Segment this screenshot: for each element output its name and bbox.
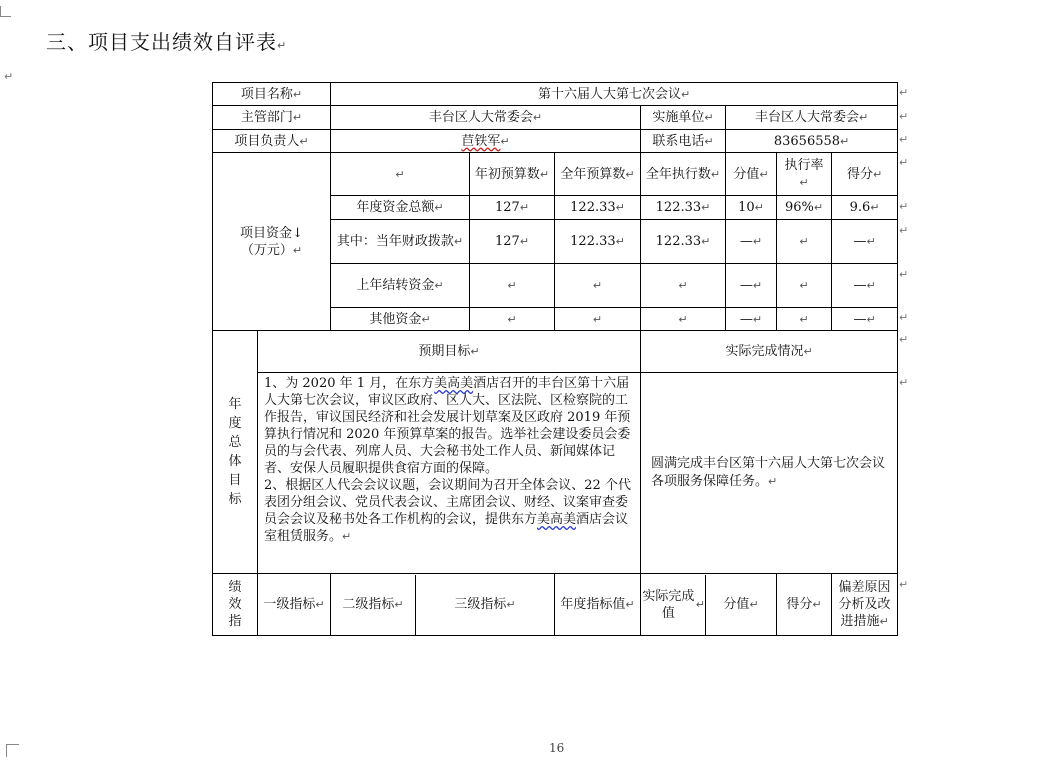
funds-cell: —↵ bbox=[832, 264, 898, 308]
perf-header-level2-3 bbox=[331, 574, 555, 636]
value-dept: 丰台区人大常委会↵ bbox=[331, 106, 641, 130]
funds-cell: —↵ bbox=[832, 308, 898, 331]
funds-cell: —↵ bbox=[726, 220, 777, 264]
perf-header-level3: 三级指标 ↵ bbox=[454, 597, 516, 612]
row-funds-header bbox=[213, 153, 898, 196]
funds-header-score: 得分↵ bbox=[832, 153, 898, 196]
row-goal-content bbox=[213, 373, 898, 574]
label-funds: 项目资金↓ （万元）↵ bbox=[213, 153, 331, 331]
perf-header-score: 得分↵ bbox=[777, 574, 832, 636]
funds-cell: 122.33↵ bbox=[555, 220, 641, 264]
perf-header-level2: 二级指标 ↵ bbox=[331, 575, 416, 635]
label-responsible: 项目负责人↵ bbox=[213, 130, 331, 153]
funds-header-executed: 全年执行数↵ bbox=[641, 153, 726, 196]
row-end-mark: ↵ bbox=[899, 110, 909, 123]
funds-cell: ↵ bbox=[777, 264, 832, 308]
funds-row-label: 年度资金总额↵ bbox=[331, 196, 470, 220]
label-project-name: 项目名称↵ bbox=[213, 83, 331, 106]
funds-cell: ↵ bbox=[555, 308, 641, 331]
row-end-mark: ↵ bbox=[899, 86, 909, 99]
label-perf: 绩效指 bbox=[213, 574, 258, 636]
row-end-mark: ↵ bbox=[899, 311, 909, 324]
row-end-mark: ↵ bbox=[899, 578, 909, 591]
row-responsible bbox=[213, 130, 898, 153]
funds-cell: 122.33↵ bbox=[555, 196, 641, 220]
row-end-mark: ↵ bbox=[899, 376, 909, 389]
self-evaluation-table bbox=[212, 82, 898, 636]
perf-header-actual-value: 实际完成值 ↵ bbox=[641, 575, 706, 635]
page-corner-mark-top bbox=[0, 6, 11, 17]
actual-completion-text: 圆满完成丰台区第十六届人大第七次会议各项服务保障任务。↵ bbox=[641, 373, 898, 574]
funds-cell: 96%↵ bbox=[777, 196, 832, 220]
row-perf-header bbox=[213, 574, 898, 636]
header-actual-completion: 实际完成情况↵ bbox=[641, 331, 898, 373]
funds-row-label: 其中：当年财政拨款↵ bbox=[331, 220, 470, 264]
funds-cell: 10↵ bbox=[726, 196, 777, 220]
expected-goal-text: 1、为 2020 年 1 月，在东方美高美酒店召开的丰台区第十六届人大第七次会议，审议区政府、区人大、区法院、区检察院的工作报告，审议国民经济和社会发展计划草案及区政府 2019 年预算执行情况和 2020 年预算草案的报告。选举社会建设委员会委员的与会代表、列席人员、大会秘书处工作人员、新闻媒体记者、安保人员履职提供食宿方面的保障。 2、根据区人代会会议议题，会议期间为召开全体会议、22 个代表团分组会议、党员代表会议、主席团会议、财经、议案审查委员会会议及秘书处各工作机构的会议，提供东方美高美酒店会议室租赁服务。↵ bbox=[258, 373, 641, 574]
paragraph-mark: ↵ bbox=[4, 70, 14, 83]
row-end-mark: ↵ bbox=[899, 133, 909, 146]
perf-header-annual-target: 年度指标值↵ bbox=[555, 574, 641, 636]
funds-cell: 9.6↵ bbox=[832, 196, 898, 220]
value-impl-unit: 丰台区人大常委会↵ bbox=[726, 106, 898, 130]
page-number: 16 bbox=[549, 741, 565, 755]
row-goal-header bbox=[213, 331, 898, 373]
funds-header-annual: 全年预算数↵ bbox=[555, 153, 641, 196]
label-annual-goal: 年度总体目标 bbox=[213, 331, 258, 574]
funds-cell: ↵ bbox=[470, 308, 555, 331]
section-heading: 三、项目支出绩效自评表↵ bbox=[46, 30, 288, 54]
funds-cell: 127↵ bbox=[470, 196, 555, 220]
funds-header-exec-rate: 执行率↵ bbox=[777, 153, 832, 196]
value-contact-phone: 83656558↵ bbox=[726, 130, 898, 153]
perf-header-level1: 一级指标↵ bbox=[258, 574, 331, 636]
funds-cell: ↵ bbox=[555, 264, 641, 308]
row-end-mark: ↵ bbox=[899, 156, 909, 169]
perf-header-score-value: 分值 ↵ bbox=[723, 597, 759, 612]
row-end-mark: ↵ bbox=[899, 333, 909, 346]
label-dept: 主管部门↵ bbox=[213, 106, 331, 130]
row-end-mark: ↵ bbox=[899, 224, 909, 237]
funds-header-score-value: 分值↵ bbox=[726, 153, 777, 196]
funds-row-label: 其他资金↵ bbox=[331, 308, 470, 331]
funds-cell: ↵ bbox=[777, 220, 832, 264]
funds-cell: ↵ bbox=[641, 308, 726, 331]
row-end-mark: ↵ bbox=[899, 268, 909, 281]
funds-cell: 122.33↵ bbox=[641, 220, 726, 264]
row-project-name bbox=[213, 83, 898, 106]
funds-header-blank: ↵ bbox=[331, 153, 470, 196]
header-expected-goal: 预期目标↵ bbox=[258, 331, 641, 373]
perf-header-actual-score bbox=[641, 574, 777, 636]
funds-row-label: 上年结转资金↵ bbox=[331, 264, 470, 308]
funds-cell: ↵ bbox=[777, 308, 832, 331]
funds-cell: 127↵ bbox=[470, 220, 555, 264]
label-impl-unit: 实施单位↵ bbox=[641, 106, 726, 130]
value-responsible: 苣铁军↵ bbox=[331, 130, 641, 153]
funds-cell: —↵ bbox=[726, 308, 777, 331]
value-project-name: 第十六届人大第七次会议↵ bbox=[331, 83, 898, 106]
row-end-mark: ↵ bbox=[899, 200, 909, 213]
page-corner-mark bbox=[6, 744, 19, 757]
funds-cell: —↵ bbox=[832, 220, 898, 264]
row-dept bbox=[213, 106, 898, 130]
funds-cell: ↵ bbox=[470, 264, 555, 308]
funds-cell: ↵ bbox=[641, 264, 726, 308]
funds-header-initial: 年初预算数↵ bbox=[470, 153, 555, 196]
funds-cell: —↵ bbox=[726, 264, 777, 308]
funds-cell: 122.33↵ bbox=[641, 196, 726, 220]
label-contact-phone: 联系电话↵ bbox=[641, 130, 726, 153]
perf-header-deviation: 偏差原因分析及改进措施↵ bbox=[832, 574, 898, 636]
